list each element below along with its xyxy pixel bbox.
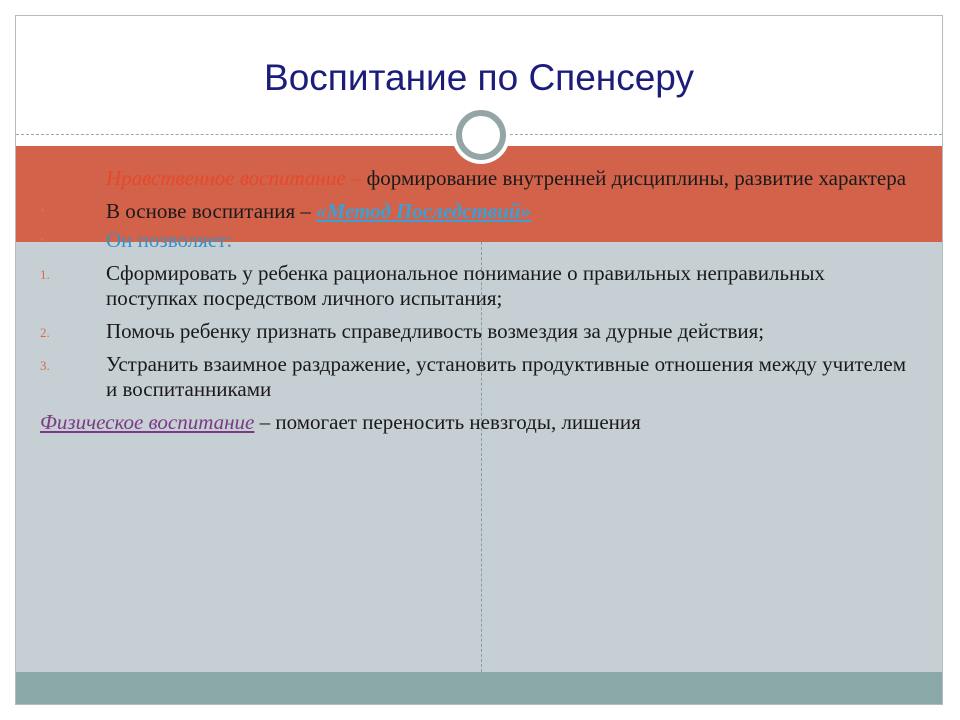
item-allows	[40, 228, 920, 253]
item-basis	[40, 199, 920, 224]
slide-content	[40, 166, 920, 443]
item-text: Помочь ребенку признать справедливость возмездия за дурные действия;	[106, 319, 765, 343]
moral-desc: формирование внутренней дисциплины, развитие характера	[366, 166, 907, 190]
bullet-dot-icon: •	[40, 233, 45, 248]
physical-desc: – помогает переносить невзгоды, лишения	[254, 410, 641, 434]
slide-title: Воспитание по Спенсеру	[264, 57, 694, 98]
method-link[interactable]: «Метод Последствий»	[316, 199, 532, 223]
teal-band	[16, 672, 942, 705]
item-number: 3.	[40, 358, 50, 373]
item-physical	[40, 410, 920, 435]
item-text: Сформировать у ребенка рациональное понимание о правильных неправильных поступках посредством личного испытания;	[106, 261, 825, 310]
item-number: 2.	[40, 325, 50, 340]
allows-label: Он позволяет:	[106, 228, 233, 252]
slide-frame	[15, 15, 943, 705]
numbered-item-2	[40, 319, 920, 344]
physical-link[interactable]: Физическое воспитание	[40, 410, 255, 434]
bullet-dot-icon: •	[40, 204, 45, 219]
moral-dash: –	[345, 166, 367, 190]
moral-term: Нравственное воспитание	[106, 166, 346, 190]
item-text: Устранить взаимное раздражение, установить продуктивные отношения между учителем и воспитанниками	[106, 352, 907, 401]
numbered-item-3	[40, 352, 920, 402]
item-number: 1.	[40, 267, 50, 282]
basis-prefix: В основе воспитания –	[106, 199, 317, 223]
circle-ring-icon	[456, 110, 506, 160]
item-moral	[40, 166, 920, 191]
numbered-item-1	[40, 261, 920, 311]
